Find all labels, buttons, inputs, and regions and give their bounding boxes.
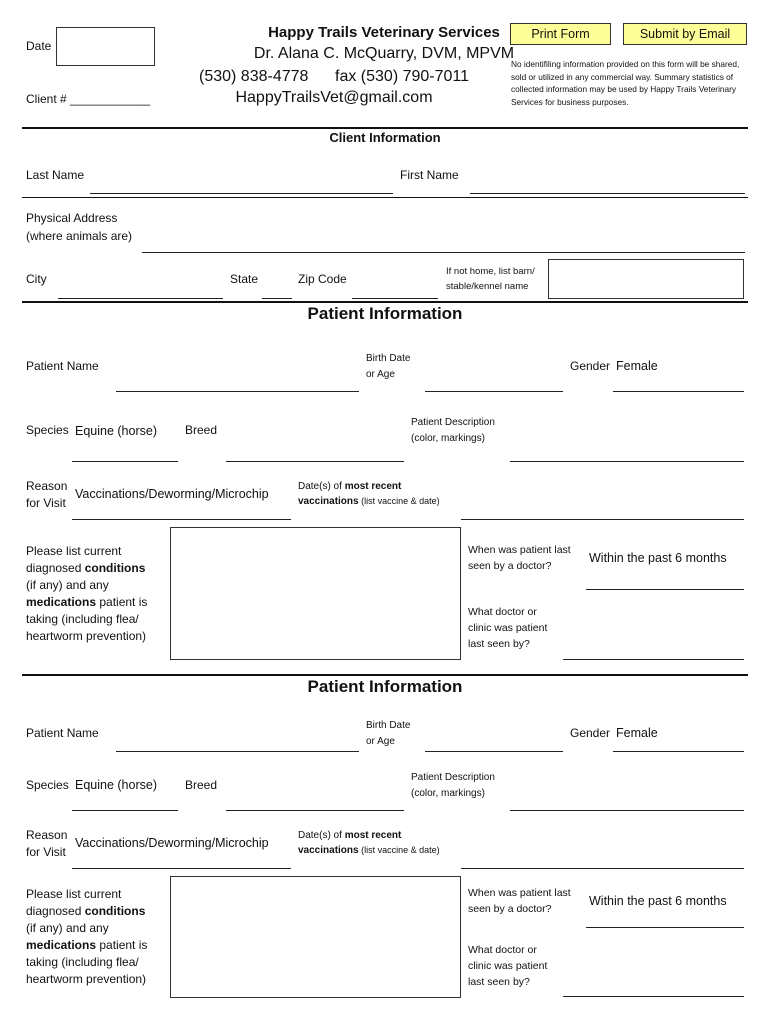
description-input[interactable] (510, 461, 744, 462)
date-field[interactable] (56, 27, 155, 66)
last-seen-select[interactable]: Within the past 6 months (589, 551, 727, 565)
gender-underline (613, 391, 744, 392)
breed-label: Breed (185, 778, 218, 792)
reason-underline (72, 519, 291, 520)
city-label: City (26, 272, 47, 286)
last-doctor-label-3: last seen by? (468, 638, 530, 650)
description-label: Patient Description (411, 772, 495, 783)
breed-input[interactable] (226, 461, 404, 462)
gender-label: Gender (570, 359, 611, 373)
birth-date-sub-label: or Age (366, 369, 395, 380)
last-name-label: Last Name (26, 168, 85, 182)
reason-underline (72, 868, 291, 869)
last-seen-underline (586, 927, 744, 928)
gender-select[interactable]: Female (616, 726, 658, 740)
state-label: State (230, 272, 259, 286)
reason-sub-label: for Visit (26, 496, 66, 510)
description-sub-label: (color, markings) (411, 433, 485, 444)
doctor-name: Dr. Alana C. McQuarry, DVM, MPVM (253, 45, 515, 62)
reason-sub-label: for Visit (26, 845, 66, 859)
state-input[interactable] (262, 298, 292, 299)
gender-underline (613, 751, 744, 752)
last-name-input[interactable] (90, 193, 393, 194)
privacy-disclaimer: No identifiling information provided on this form will be shared, sold or utilized in any commercial way. Summary statistics of collected information may be used by Happy Trails Veterinary Services for business purposes. (511, 59, 740, 107)
breed-input[interactable] (226, 810, 404, 811)
clinic-phone: (530) 838-4778 (199, 68, 309, 85)
barn-label: If not home, list barn/ (446, 266, 535, 277)
reason-select[interactable]: Vaccinations/Deworming/Microchip (75, 487, 269, 501)
client-section-title: Client Information (329, 130, 441, 145)
last-doctor-label: What doctor or (468, 606, 537, 618)
client-number-label: Client # ____________ (26, 92, 151, 106)
clinic-name: Happy Trails Veterinary Services (268, 24, 500, 41)
clinic-fax: fax (530) 790-7011 (335, 68, 470, 85)
description-sub-label: (color, markings) (411, 788, 485, 799)
date-label: Date (26, 39, 52, 53)
description-label: Patient Description (411, 417, 495, 428)
vaccination-input[interactable] (461, 868, 744, 869)
species-label: Species (26, 778, 69, 792)
birth-date-input[interactable] (425, 391, 563, 392)
last-doctor-label-3: last seen by? (468, 976, 530, 988)
birth-date-label: Birth Date (366, 720, 411, 731)
last-seen-label: When was patient last (468, 887, 571, 899)
clinic-email: HappyTrailsVet@gmail.com (235, 89, 433, 106)
birth-date-label: Birth Date (366, 353, 411, 364)
last-seen-label: When was patient last (468, 544, 571, 556)
conditions-textarea[interactable] (170, 527, 461, 660)
last-doctor-label: What doctor or (468, 944, 537, 956)
address-input[interactable] (142, 252, 745, 253)
address-label: Physical Address (26, 211, 118, 225)
first-name-label: First Name (400, 168, 459, 182)
patient-name-label: Patient Name (26, 359, 99, 373)
gender-label: Gender (570, 726, 611, 740)
reason-label: Reason (26, 828, 68, 842)
conditions-textarea[interactable] (170, 876, 461, 998)
patient-name-label: Patient Name (26, 726, 99, 740)
last-seen-sub-label: seen by a doctor? (468, 903, 552, 915)
submit-email-button[interactable]: Submit by Email (623, 23, 747, 45)
address-sub-label: (where animals are) (26, 229, 133, 243)
patient-name-input[interactable] (116, 391, 359, 392)
patient-name-input[interactable] (116, 751, 359, 752)
last-doctor-input[interactable] (563, 996, 744, 997)
divider (22, 197, 748, 198)
last-seen-sub-label: seen by a doctor? (468, 560, 552, 572)
vaccination-label: Date(s) of most recent (298, 830, 402, 841)
city-input[interactable] (58, 298, 223, 299)
patient-1-section-title: Patient Information (307, 304, 463, 323)
last-seen-underline (586, 589, 744, 590)
divider (22, 301, 748, 303)
vaccination-label: Date(s) of most recent (298, 481, 402, 492)
last-seen-select[interactable]: Within the past 6 months (589, 894, 727, 908)
gender-select[interactable]: Female (616, 359, 658, 373)
reason-select[interactable]: Vaccinations/Deworming/Microchip (75, 836, 269, 850)
vaccination-sub-label: vaccinations (list vaccine & date) (298, 845, 440, 856)
last-doctor-label-2: clinic was patient (468, 622, 548, 634)
last-doctor-label-2: clinic was patient (468, 960, 548, 972)
first-name-input[interactable] (470, 193, 745, 194)
conditions-label: Please list current diagnosed conditions (if any) and any medications patient is taking (including flea/ heartworm prevention) (26, 544, 148, 643)
species-underline (72, 461, 178, 462)
species-select[interactable]: Equine (horse) (75, 778, 157, 792)
vaccination-sub-label: vaccinations (list vaccine & date) (298, 496, 440, 507)
divider (22, 674, 748, 676)
divider (22, 127, 748, 129)
species-label: Species (26, 423, 69, 437)
description-input[interactable] (510, 810, 744, 811)
conditions-label: Please list current diagnosed conditions (if any) and any medications patient is taking (including flea/ heartworm prevention) (26, 887, 148, 986)
zip-input[interactable] (352, 298, 438, 299)
vaccination-input[interactable] (461, 519, 744, 520)
zip-label: Zip Code (298, 272, 347, 286)
species-select[interactable]: Equine (horse) (75, 424, 157, 438)
species-underline (72, 810, 178, 811)
patient-2-section-title: Patient Information (307, 677, 463, 696)
barn-name-field[interactable] (548, 259, 744, 299)
barn-sub-label: stable/kennel name (446, 281, 529, 292)
birth-date-sub-label: or Age (366, 736, 395, 747)
last-doctor-input[interactable] (563, 659, 744, 660)
breed-label: Breed (185, 423, 218, 437)
reason-label: Reason (26, 479, 68, 493)
print-form-button[interactable]: Print Form (510, 23, 611, 45)
birth-date-input[interactable] (425, 751, 563, 752)
